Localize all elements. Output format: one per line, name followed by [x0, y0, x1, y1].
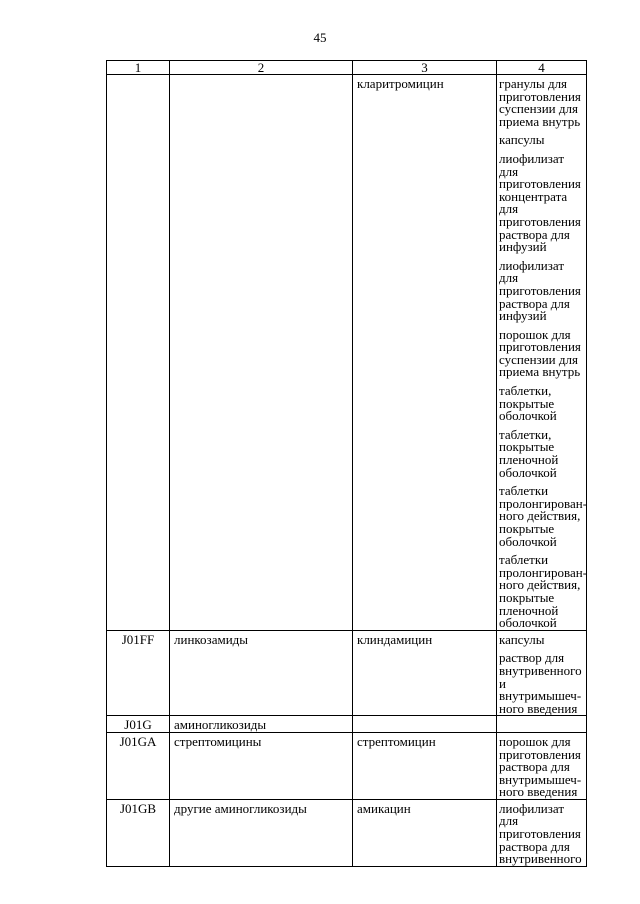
dosage-form: лиофилизат для приготовления раствора для инфузий	[499, 257, 581, 324]
table-row	[107, 732, 587, 799]
forms-cell	[497, 732, 587, 799]
group-cell: линкозамиды	[170, 630, 353, 716]
dosage-form: порошок для приготовления раствора для внутримышеч-ного введения	[499, 733, 582, 800]
column-number-4: 4	[497, 61, 587, 75]
dosage-form: раствор для внутривенного и внутримышеч-ного введения	[499, 650, 582, 716]
drug-table	[106, 60, 587, 867]
table-row	[107, 799, 587, 866]
dosage-form: порошок для приготовления суспензии для приема внутрь	[499, 326, 581, 380]
column-number-1: 1	[107, 61, 170, 75]
atc-code-cell: J01FF	[107, 630, 170, 716]
dosage-form: капсулы	[499, 631, 545, 647]
column-number-row	[107, 61, 587, 75]
dosage-form: таблетки пролонгирован-ного действия, покрытые пленочной оболочкой	[499, 552, 588, 631]
forms-cell	[497, 75, 587, 631]
dosage-form: таблетки пролонгирован-ного действия, покрытые оболочкой	[499, 483, 588, 549]
atc-code-cell: J01G	[107, 716, 170, 733]
group-cell: аминогликозиды	[170, 716, 353, 733]
column-number-3: 3	[353, 61, 497, 75]
dosage-form: лиофилизат для приготовления раствора для внутривенного	[499, 800, 582, 867]
atc-code-cell	[107, 75, 170, 631]
dosage-form: таблетки, покрытые пленочной оболочкой	[499, 426, 559, 480]
dosage-form: таблетки, покрытые оболочкой	[499, 383, 557, 424]
group-cell	[170, 75, 353, 631]
forms-cell	[497, 799, 587, 866]
group-cell: стрептомицины	[170, 732, 353, 799]
drug-cell	[353, 716, 497, 733]
group-cell: другие аминогликозиды	[170, 799, 353, 866]
drug-cell: кларитромицин	[353, 75, 497, 631]
atc-code-cell: J01GA	[107, 732, 170, 799]
table-row	[107, 716, 587, 733]
drug-cell: клиндамицин	[353, 630, 497, 716]
forms-cell	[497, 716, 587, 733]
column-number-2: 2	[170, 61, 353, 75]
drug-cell: амикацин	[353, 799, 497, 866]
drug-cell: стрептомицин	[353, 732, 497, 799]
table-row	[107, 630, 587, 716]
dosage-form: капсулы	[499, 132, 545, 148]
page-number: 45	[313, 30, 327, 45]
dosage-form: лиофилизат для приготовления концентрата для приготовления раствора для инфузий	[499, 150, 581, 255]
dosage-form: гранулы для приготовления суспензии для приема внутрь	[499, 76, 581, 129]
forms-cell	[497, 630, 587, 716]
table-row	[107, 75, 587, 631]
atc-code-cell: J01GB	[107, 799, 170, 866]
